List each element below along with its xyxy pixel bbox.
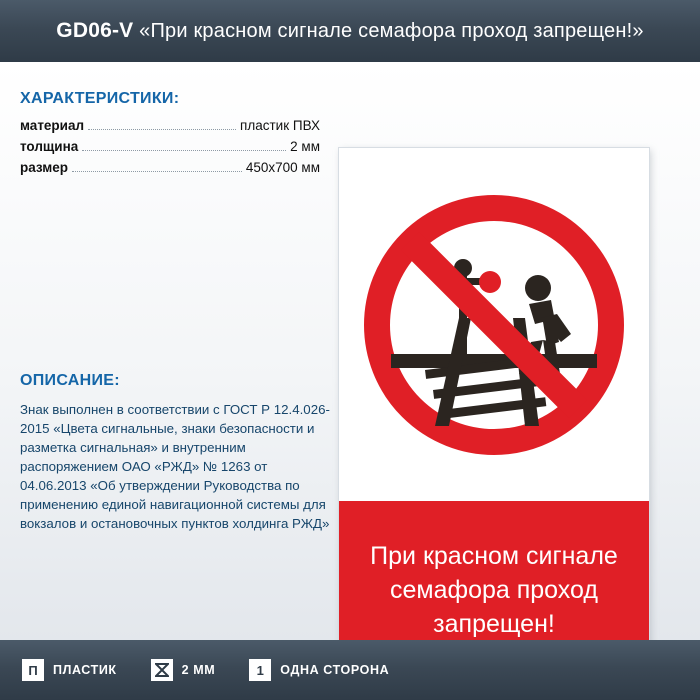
page-footer bbox=[0, 640, 700, 700]
spec-value: 450x700 мм bbox=[245, 160, 320, 175]
poster-pictogram-area bbox=[339, 148, 649, 501]
spec-row bbox=[20, 139, 320, 154]
spec-value: 2 мм bbox=[290, 139, 320, 154]
specs-title: ХАРАКТЕРИСТИКИ: bbox=[20, 90, 180, 107]
description-text: Знак выполнен в соответствии с ГОСТ Р 12.4.026-2015 «Цвета сигнальные, знаки безопасности и разметка сигнальная» и внутренним распоряжением ОАО «РЖД» № 1263 от 04.06.2013 «Об утверждении Руководства по применению единой навигационной системы для вокзалов и остановочных пунктов холдинга РЖД» bbox=[20, 402, 330, 531]
specs-block bbox=[20, 90, 320, 181]
spec-row bbox=[20, 118, 320, 133]
description-title: ОПИСАНИЕ: bbox=[20, 372, 120, 389]
spec-leader bbox=[82, 150, 286, 151]
spec-label: толщина bbox=[20, 139, 79, 154]
footer-label-sides: ОДНА СТОРОНА bbox=[280, 663, 390, 677]
footer-item-thickness bbox=[151, 659, 216, 681]
poster-preview[interactable] bbox=[338, 147, 650, 677]
product-code: GD06-V bbox=[56, 19, 134, 42]
main-content bbox=[0, 62, 700, 640]
description-block bbox=[20, 372, 330, 533]
spec-leader bbox=[72, 171, 242, 172]
spec-row bbox=[20, 160, 320, 175]
poster-caption: При красном сигнале семафора проход запрещен! bbox=[370, 541, 618, 638]
header-inner bbox=[56, 19, 643, 43]
spec-label: материал bbox=[20, 118, 85, 133]
footer-label-material: ПЛАСТИК bbox=[53, 663, 117, 677]
spec-value: пластик ПВХ bbox=[240, 118, 320, 133]
spec-label: размер bbox=[20, 160, 69, 175]
page-header bbox=[0, 0, 700, 62]
prohibition-no-crossing-railway-icon bbox=[363, 194, 625, 456]
footer-item-material bbox=[22, 659, 117, 681]
footer-label-thickness: 2 ММ bbox=[181, 663, 216, 677]
thickness-icon bbox=[151, 659, 173, 681]
spec-leader bbox=[88, 129, 236, 130]
page-title: «При красном сигнале семафора проход запрещен!» bbox=[139, 20, 644, 42]
one-side-icon: 1 bbox=[249, 659, 271, 681]
plastic-icon: П bbox=[22, 659, 44, 681]
thickness-glyph bbox=[155, 663, 169, 677]
footer-item-sides bbox=[249, 659, 389, 681]
